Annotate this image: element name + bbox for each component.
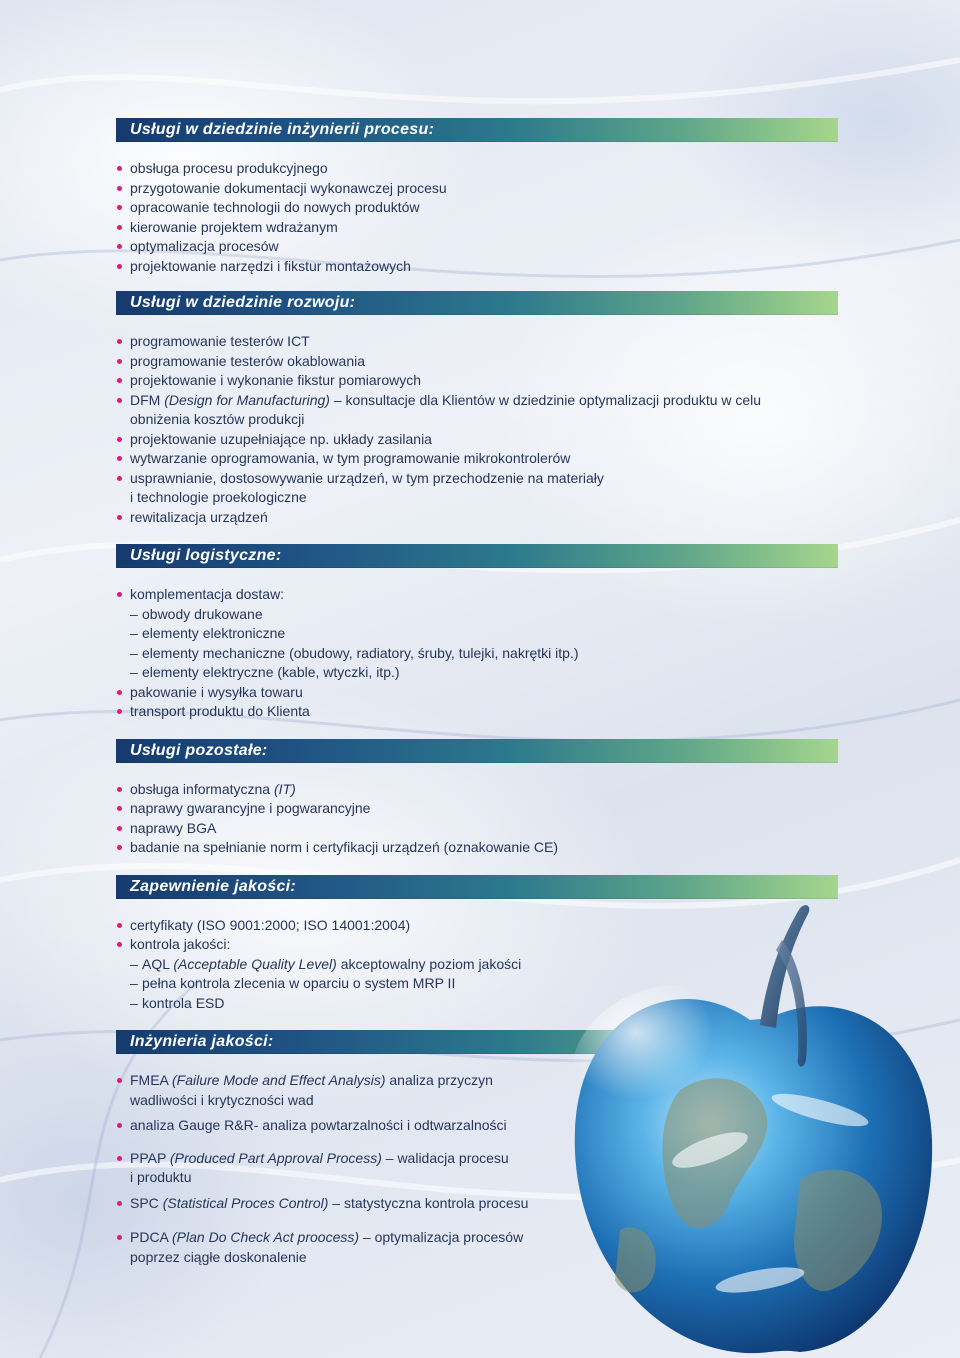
list-item: naprawy BGA xyxy=(116,819,838,839)
list-item: obsługa procesu produkcyjnego xyxy=(116,159,838,179)
dash: – xyxy=(130,994,138,1011)
fmea-text: analiza przyczyn xyxy=(385,1072,493,1088)
sub-item-text: obwody drukowane xyxy=(142,605,263,622)
spc-text: – statystyczna kontrola procesu xyxy=(328,1194,529,1211)
list-item: projektowanie uzupełniające np. układy zasilania xyxy=(116,430,838,450)
section-header-logistics: Usługi logistyczne: xyxy=(116,544,838,568)
spc-italic: (Statistical Proces Control) xyxy=(162,1194,329,1211)
ppap-italic: (Produced Part Approval Process) xyxy=(169,1149,382,1166)
fmea-prefix: FMEA xyxy=(130,1072,173,1088)
list-item-adapt xyxy=(116,469,838,508)
spc-prefix: SPC xyxy=(130,1194,163,1211)
dfm-continuation: obniżenia kosztów produkcji xyxy=(130,411,305,427)
sub-item-text: kontrola ESD xyxy=(142,994,225,1011)
list-item: badanie na spełnianie norm i certyfikacji urządzeń (oznakowanie CE) xyxy=(116,838,838,858)
list-item: certyfikaty (ISO 9001:2000; ISO 14001:2004) xyxy=(116,916,838,936)
section-header-other: Usługi pozostałe: xyxy=(116,739,838,763)
list-item: kontrola jakości: xyxy=(116,935,838,955)
sub-item-text: pełna kontrola zlecenia w oparciu o system MRP II xyxy=(142,975,456,991)
pdca-italic: (Plan Do Check Act proocess) xyxy=(172,1229,360,1245)
list-item: analiza Gauge R&R- analiza powtarzalności i odtwarzalności xyxy=(116,1116,838,1136)
fmea-continuation: wadliwości i krytyczności wad xyxy=(130,1091,314,1108)
dash: – xyxy=(130,605,138,622)
list-item: programowanie testerów okablowania xyxy=(116,352,838,372)
section-header-process: Usługi w dziedzinie inżynierii procesu: xyxy=(116,118,838,142)
sub-item-text: elementy mechaniczne (obudowy, radiatory, śruby, tulejki, nakrętki itp.) xyxy=(142,644,579,661)
list-item: projektowanie narzędzi i fikstur montażowych xyxy=(116,257,838,277)
sub-item xyxy=(116,605,838,625)
list-item: wytwarzanie oprogramowania, w tym programowanie mikrokontrolerów xyxy=(116,449,838,469)
adapt-line-1: usprawnianie, dostosowywanie urządzeń, w tym przechodzenie na materiały xyxy=(130,469,604,486)
pdca-text: – optymalizacja procesów xyxy=(359,1229,524,1245)
dash: – xyxy=(130,955,138,972)
section-header-quality: Zapewnienie jakości: xyxy=(116,875,838,899)
development-list xyxy=(116,332,838,527)
sub-item xyxy=(116,644,838,664)
aql-text: akceptowalny poziom jakości xyxy=(336,955,522,972)
ppap-continuation: i produktu xyxy=(130,1169,192,1185)
ppap-prefix: PPAP xyxy=(130,1149,170,1166)
sub-item xyxy=(116,663,838,683)
process-list xyxy=(116,159,838,276)
sub-item xyxy=(116,624,838,644)
list-item: optymalizacja procesów xyxy=(116,237,838,257)
sub-item-text: elementy elektroniczne xyxy=(142,625,286,641)
list-item-dfm xyxy=(116,391,838,430)
adapt-line-2: i technologie proekologiczne xyxy=(130,489,307,505)
it-italic: (IT) xyxy=(273,780,296,797)
list-item: kierowanie projektem wdrażanym xyxy=(116,218,838,238)
globe-apple-image xyxy=(560,900,940,1358)
list-item: programowanie testerów ICT xyxy=(116,332,838,352)
aql-italic: (Acceptable Quality Level) xyxy=(173,955,337,972)
fmea-italic: (Failure Mode and Effect Analysis) xyxy=(172,1072,386,1088)
dfm-italic: (Design for Manufacturing) xyxy=(164,391,330,408)
list-item: naprawy gwarancyjne i pogwarancyjne xyxy=(116,799,838,819)
section-header-development: Usługi w dziedzinie rozwoju: xyxy=(116,291,838,315)
list-item: transport produktu do Klienta xyxy=(116,702,838,722)
dash: – xyxy=(130,975,138,991)
dash: – xyxy=(130,625,138,641)
list-item-it xyxy=(116,780,838,800)
list-item: pakowanie i wysyłka towaru xyxy=(116,683,838,703)
other-list xyxy=(116,780,838,858)
it-prefix: obsługa informatyczna xyxy=(130,780,274,797)
list-item: komplementacja dostaw: xyxy=(116,585,838,605)
dash: – xyxy=(130,644,138,661)
section-header-engineering: Inżynieria jakości: xyxy=(116,1030,838,1054)
pdca-continuation: poprzez ciągłe doskonalenie xyxy=(130,1248,307,1265)
dash: – xyxy=(130,664,138,680)
list-item: opracowanie technologii do nowych produktów xyxy=(116,198,838,218)
list-item: projektowanie i wykonanie fikstur pomiarowych xyxy=(116,371,838,391)
dfm-prefix: DFM xyxy=(130,391,161,408)
logistics-list xyxy=(116,585,838,722)
dfm-text: – konsultacje dla Klientów w dziedzinie optymalizacji produktu w celu xyxy=(333,391,762,408)
pdca-prefix: PDCA xyxy=(130,1229,173,1245)
list-item: rewitalizacja urządzeń xyxy=(116,508,838,528)
list-item: przygotowanie dokumentacji wykonawczej procesu xyxy=(116,179,838,199)
ppap-text: – walidacja procesu xyxy=(381,1149,509,1166)
aql-prefix: AQL xyxy=(142,955,174,972)
sub-item-text: elementy elektryczne (kable, wtyczki, itp.) xyxy=(142,664,400,680)
